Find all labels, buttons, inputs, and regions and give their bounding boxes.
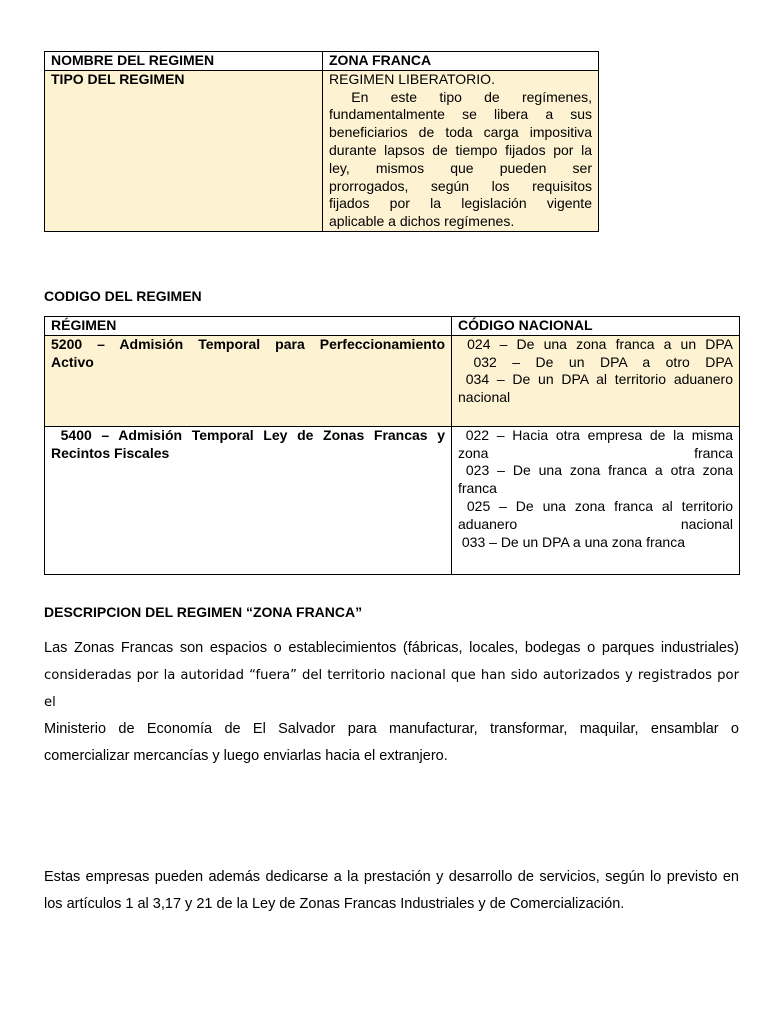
code-line: 022 – Hacia otra empresa de la misma — [458, 426, 733, 443]
regime-line: 5200 – Admisión Temporal para Perfeccionamiento — [51, 335, 445, 352]
regime-line: Recintos Fiscales — [51, 444, 170, 461]
regime-name-value: ZONA FRANCA — [323, 52, 599, 71]
paragraph-line: Las Zonas Francas son espacios o establecimientos (fábricas, locales, bodegas o parques industriales) — [44, 640, 739, 656]
regime-type-line: fijados por la legislación vigente — [329, 195, 592, 212]
regime-type-line: aplicable a dichos regímenes. — [329, 213, 515, 230]
column-header-national-code: CÓDIGO NACIONAL — [452, 317, 740, 336]
regime-line: 5400 – Admisión Temporal Ley de Zonas Francas y — [51, 426, 445, 443]
code-section-heading: CODIGO DEL REGIMEN — [44, 288, 202, 304]
code-line: franca — [458, 480, 497, 497]
regime-cell — [45, 426, 452, 574]
paragraph-line: Ministerio de Economía de El Salvador para manufacturar, transformar, maquilar, ensamblar o — [44, 721, 739, 737]
code-line: nacional — [458, 389, 511, 406]
regime-type-label: TIPO DEL REGIMEN — [45, 70, 323, 231]
code-cell — [452, 335, 740, 426]
regime-line: Activo — [51, 353, 94, 370]
regime-name-label: NOMBRE DEL REGIMEN — [45, 52, 323, 71]
code-line: 034 – De un DPA al territorio aduanero — [458, 371, 733, 388]
description-paragraph — [44, 635, 739, 770]
table-row — [45, 335, 740, 426]
regime-type-title: REGIMEN LIBERATORIO. — [329, 70, 495, 87]
regime-type-line: beneficiarios de toda carga impositiva — [329, 124, 592, 141]
regime-type-line: durante lapsos de tiempo fijados por la — [329, 141, 592, 158]
table-row — [45, 70, 599, 231]
paragraph-line: Estas empresas pueden además dedicarse a la prestación y desarrollo de servicios, según lo previsto en — [44, 869, 739, 885]
services-paragraph — [44, 864, 739, 918]
table-header-row — [45, 317, 740, 336]
regime-info-table — [44, 51, 599, 232]
description-heading: DESCRIPCION DEL REGIMEN “ZONA FRANCA” — [44, 604, 363, 620]
paragraph-line: consideradas por la autoridad “fuera” del territorio nacional que han sido autorizados y registrados por el — [44, 668, 739, 710]
code-line-part: zona — [458, 444, 489, 461]
paragraph-line: los artículos 1 al 3,17 y 21 de la Ley de Zonas Francas Industriales y de Comercialización. — [44, 896, 625, 912]
code-line: 023 – De una zona franca a otra zona — [458, 462, 733, 479]
code-line: zona franca — [458, 444, 733, 461]
code-line: 032 – De un DPA a otro DPA — [458, 353, 733, 370]
table-row — [45, 52, 599, 71]
regime-type-line: En este tipo de regímenes, — [329, 88, 592, 105]
column-header-regime: RÉGIMEN — [45, 317, 452, 336]
regime-type-line: ley, mismos que pueden ser — [329, 159, 592, 176]
code-line: 024 – De una zona franca a un DPA — [458, 335, 733, 352]
regime-type-line: prorrogados, según los requisitos — [329, 177, 592, 194]
regime-code-table — [44, 316, 740, 575]
code-line: 033 – De un DPA a una zona franca — [458, 533, 686, 550]
table-row — [45, 426, 740, 574]
regime-cell — [45, 335, 452, 426]
regime-type-value — [323, 70, 599, 231]
paragraph-line: comercializar mercancías y luego enviarlas hacia el extranjero. — [44, 748, 448, 764]
regime-type-line: fundamentalmente se libera a sus — [329, 106, 592, 123]
code-cell — [452, 426, 740, 574]
code-line: 025 – De una zona franca al territorio — [458, 497, 733, 514]
code-line: aduanero nacional — [458, 515, 733, 532]
